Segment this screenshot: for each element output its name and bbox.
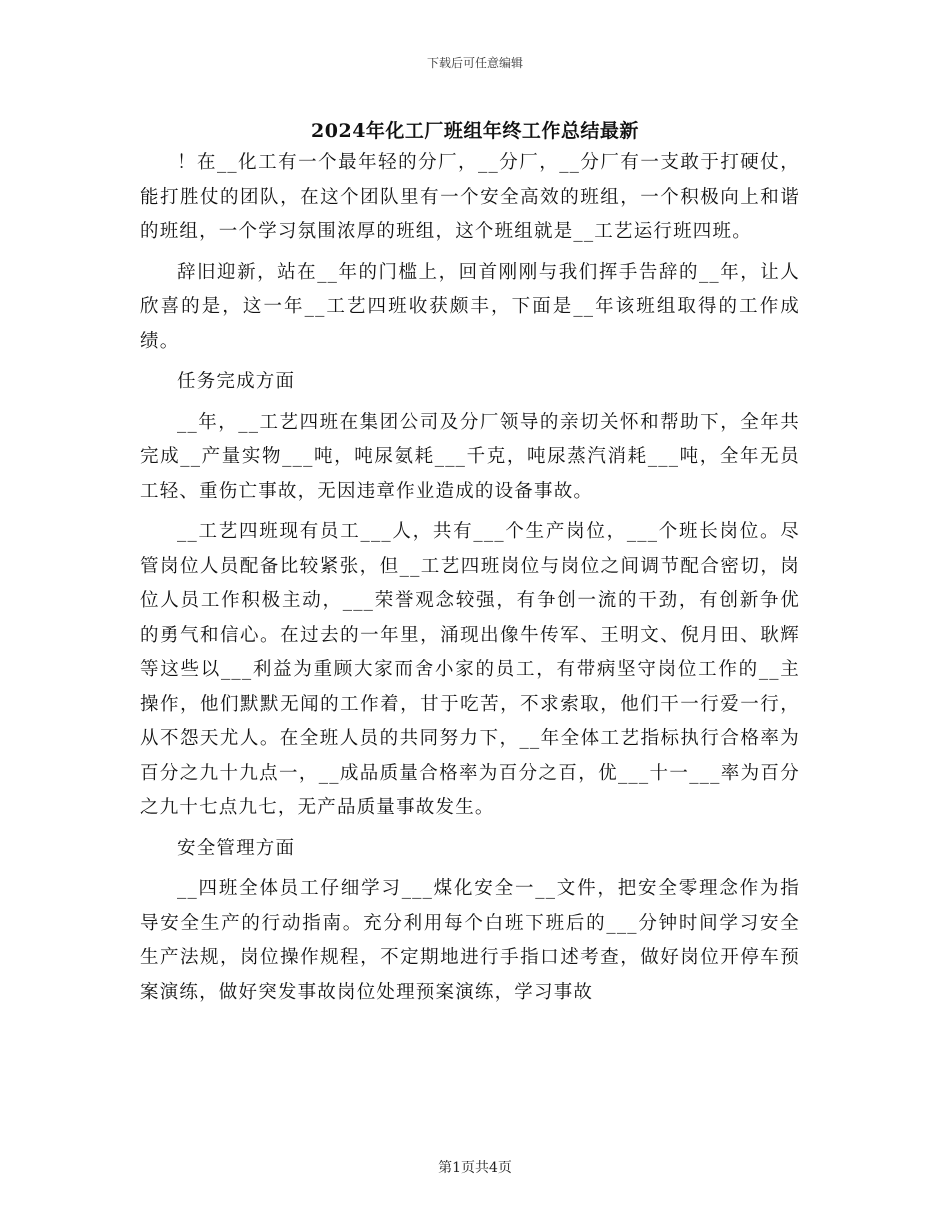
paragraph: ！在__化工有一个最年轻的分厂，__分厂，__分厂有一支敢于打硬仗，能打胜仗的团队，在这个团队里有一个安全高效的班组，一个积极向上和谐的班组，一个学习氛围浓厚的班组，这个班组就是__工艺运行班四班。 [140, 152, 800, 242]
paragraph: __四班全体员工仔细学习___煤化安全一__文件，把安全零理念作为指导安全生产的行动指南。充分利用每个白班下班后的___分钟时间学习安全生产法规，岗位操作规程，不定期地进行手指口述考查，做好岗位开停车预案演练，做好突发事故岗位处理预案演练，学习事故 [140, 878, 800, 1003]
document-title: 2024年化工厂班组年终工作总结最新 [311, 120, 639, 142]
document-body [140, 146, 800, 1016]
section-heading-safety-management: 安全管理方面 [177, 837, 296, 859]
section-heading-task-completion: 任务完成方面 [177, 371, 296, 392]
header-note: 下载后可任意编辑 [426, 56, 523, 70]
paragraph: __年，__工艺四班在集团公司及分厂领导的亲切关怀和帮助下，全年共完成__产量实物___吨，吨尿氨耗___千克，吨尿蒸汽消耗___吨，全年无员工轻、重伤亡事故，无因违章作业造成的设备事故。 [140, 411, 800, 502]
paragraph: 辞旧迎新，站在__年的门槛上，回首刚刚与我们挥手告辞的__年，让人欣喜的是，这一年__工艺四班收获颇丰，下面是__年该班组取得的工作成绩。 [140, 261, 800, 352]
page-footer: 第1页共4页 [438, 1160, 512, 1176]
paragraph: __工艺四班现有员工___人，共有___个生产岗位，___个班长岗位。尽管岗位人员配备比较紧张，但__工艺四班岗位与岗位之间调节配合密切，岗位人员工作积极主动，___荣誉观念较强，有争创一流的干劲，有创新争优的勇气和信心。在过去的一年里，涌现出像牛传军、王明文、倪月田、耿辉等这些以___利益为重顾大家而舍小家的员工，有带病坚守岗位工作的__主操作，他们默默无闻的工作着，甘于吃苦，不求索取，他们干一行爱一行，从不怨天尤人。在全班人员的共同努力下，__年全体工艺指标执行合格率为百分之九十九点一，__成品质量合格率为百分之百，优___十一___率为百分之九十七点九七，无产品质量事故发生。 [140, 521, 800, 818]
